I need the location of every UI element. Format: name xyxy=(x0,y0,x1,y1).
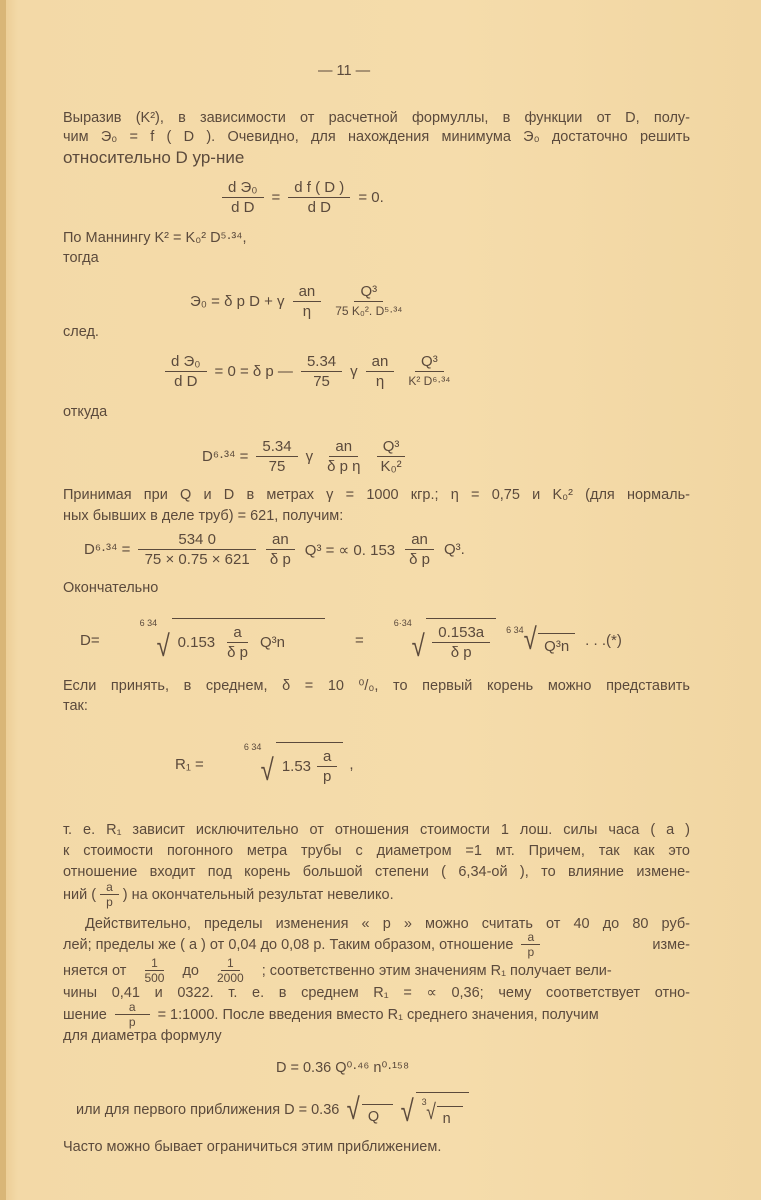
text-line: чим Э₀ = f ( D ). Очевидно, для нахождения минимума Э₀ достаточно решить xyxy=(63,129,690,145)
equation-diameter: D = 0.36 Q⁰·⁴⁶ n⁰·¹⁵⁸ xyxy=(276,1060,410,1076)
text-line: к стоимости погонного метра трубы с диаметром =1 мт. Причем, так как это xyxy=(63,843,690,859)
text-line: По Маннингу K² = K₀² D⁵·³⁴, xyxy=(63,230,247,246)
lhs: R₁ = xyxy=(175,755,204,773)
text-line: Выразив (K²), в зависимости от расчетной формуллы, в функции от D, полу- xyxy=(63,110,690,126)
numerator: d Э₀ xyxy=(165,352,207,372)
numerator: 1 xyxy=(221,956,240,971)
gamma: γ xyxy=(305,448,314,465)
numerator: 0.153a xyxy=(432,623,490,643)
lhs: D= xyxy=(80,631,100,649)
numerator: Q³ xyxy=(354,282,383,302)
denominator: d D xyxy=(231,199,255,216)
equation-energy xyxy=(190,282,408,321)
rhs: Q³. xyxy=(444,541,465,558)
denominator: η xyxy=(302,303,312,320)
text-line: след. xyxy=(63,324,99,340)
root-index: 3 xyxy=(421,1097,427,1107)
text-line: ных бывших в деле труб) = 621, получим: xyxy=(63,508,344,524)
text: изме- xyxy=(652,936,690,953)
numerator: an xyxy=(405,530,434,550)
radical-icon: √ xyxy=(346,1092,361,1126)
text-line: отношение входит под корень большой степени ( 6,34-ой ), то влияние измене- xyxy=(63,864,690,880)
radical-icon: √ xyxy=(425,1099,436,1124)
term: Q³n xyxy=(260,634,286,651)
numerator: d f ( D ) xyxy=(288,178,350,198)
text-line-with-fraction xyxy=(63,956,690,985)
denominator: p xyxy=(106,895,113,909)
text: = 1:1000. После введения вместо R₁ среднего значения, получим xyxy=(157,1006,599,1023)
numerator: 534 0 xyxy=(138,530,256,550)
denominator: p xyxy=(128,1015,136,1029)
text-line-with-fraction: ний ( $\frac{a}{p}$ ) на окончательный результат невелико. xyxy=(63,880,394,909)
comma: , xyxy=(349,755,354,773)
numerator: 5.34 xyxy=(301,352,342,372)
numerator: a xyxy=(115,1000,150,1015)
numerator: Q³ xyxy=(415,352,444,372)
numerator: an xyxy=(329,437,358,457)
numerator: 5.34 xyxy=(256,437,297,457)
lhs: Э₀ = δ p D + γ xyxy=(190,293,285,310)
root-index: 6·34 xyxy=(393,618,412,628)
denominator: K² D⁶·³⁴ xyxy=(408,374,451,388)
root xyxy=(506,625,575,655)
denominator: δ p xyxy=(269,551,291,568)
term: Q³n xyxy=(544,638,570,655)
text: на окончательный результат невелико. xyxy=(131,886,394,903)
text-line: тогда xyxy=(63,250,99,266)
lhs: D⁶·³⁴ = xyxy=(84,541,131,558)
text-line: чины 0,41 и 0322. т. е. в среднем R₁ = ∝ 0,36; чему соответствует отно- xyxy=(63,985,690,1001)
radical-icon: √ xyxy=(411,630,425,663)
text-line: Окончательно xyxy=(63,580,159,596)
equation-minimum xyxy=(165,352,456,391)
denominator: η xyxy=(375,373,385,390)
denominator: 75 xyxy=(313,373,330,390)
numerator: a xyxy=(521,930,540,945)
text-line: для диаметра формулу xyxy=(63,1028,222,1044)
text-line: Часто можно бывает ограничиться этим приближением. xyxy=(63,1139,442,1155)
denominator: d D xyxy=(307,199,331,216)
coefficient: 1.53 xyxy=(281,758,312,775)
text-line-approximation xyxy=(76,1092,469,1127)
denominator: p xyxy=(323,768,332,785)
denominator: 75 × 0.75 × 621 xyxy=(144,551,250,568)
equation-derivative xyxy=(222,178,384,217)
text: ний xyxy=(63,886,88,903)
denominator: K₀² xyxy=(380,458,402,475)
denominator: d D xyxy=(174,373,198,390)
denominator: p xyxy=(527,945,535,959)
denominator: δ p η xyxy=(327,458,361,475)
text-line-with-fraction xyxy=(63,1000,599,1029)
text: до xyxy=(182,962,199,979)
radical-icon: √ xyxy=(400,1095,414,1128)
denominator: 500 xyxy=(144,971,165,985)
equals: = xyxy=(355,631,364,649)
coefficient: 0.153 xyxy=(177,634,216,651)
equation-tag: . . .(*) xyxy=(585,631,622,649)
numerator: Q³ xyxy=(377,437,406,457)
page-edge xyxy=(0,0,6,1200)
denominator: 75 xyxy=(268,458,286,475)
text-line: Если принять, в среднем, δ = 10 ⁰/₀, то первый корень можно представить xyxy=(63,678,690,694)
root-index: 6 34 xyxy=(506,625,524,635)
numerator: an xyxy=(293,282,322,302)
denominator: 75 K₀². D⁵·³⁴ xyxy=(335,304,403,318)
numerator: a xyxy=(317,747,337,767)
text-line: так: xyxy=(63,698,88,714)
numerator: an xyxy=(266,530,295,550)
text: лей; пределы же ( a ) от 0,04 до 0,08 р. Таким образом, отношение xyxy=(63,936,514,953)
denominator: δ p xyxy=(227,644,248,661)
radical-icon: √ xyxy=(523,623,537,656)
term: Q xyxy=(367,1108,380,1125)
middle: = 0 = δ p — xyxy=(214,363,293,380)
term: n xyxy=(442,1111,451,1127)
root-index: 6 34 xyxy=(139,618,158,628)
denominator: 2000 xyxy=(217,971,244,985)
equation-numeric xyxy=(84,530,465,569)
root xyxy=(422,1097,463,1127)
numerator: 1 xyxy=(145,956,164,971)
gamma: γ xyxy=(350,363,358,380)
equation-final-root xyxy=(80,618,622,662)
root xyxy=(394,618,496,662)
equation-r1 xyxy=(175,742,354,786)
denominator: δ p xyxy=(409,551,430,568)
text-line-with-fraction xyxy=(63,930,690,959)
lhs: D⁶·³⁴ = xyxy=(202,448,249,465)
text-line: откуда xyxy=(63,404,108,420)
root xyxy=(244,742,344,786)
page-number: — 11 — xyxy=(318,63,371,79)
text-line: т. е. R₁ зависит исключительно от отношения стоимости 1 лош. силы часа ( a ) xyxy=(63,822,690,838)
rhs: = 0. xyxy=(358,189,384,206)
denominator: δ p xyxy=(450,644,472,661)
equation-d634 xyxy=(202,437,408,476)
radical-icon: √ xyxy=(156,630,170,663)
equals: = xyxy=(271,189,281,206)
root xyxy=(399,1092,469,1127)
text-line: относительно D ур-ние xyxy=(63,148,245,167)
numerator: d Э₀ xyxy=(222,178,264,198)
root xyxy=(345,1092,393,1126)
text: ; соответственно этим значениям R₁ получает вели- xyxy=(261,962,612,979)
radical-icon: √ xyxy=(261,754,275,787)
text: или для первого приближения D = 0.36 xyxy=(76,1101,340,1118)
numerator: a xyxy=(100,880,119,895)
text: няется от xyxy=(63,962,127,979)
root xyxy=(140,618,325,662)
numerator: a xyxy=(227,623,247,643)
text: шение xyxy=(63,1006,107,1023)
root-index: 6 34 xyxy=(243,742,262,752)
middle: Q³ = ∝ 0. 153 xyxy=(304,541,396,559)
text-line: Действительно, пределы изменения « p » можно считать от 40 до 80 руб- xyxy=(85,916,690,932)
numerator: an xyxy=(366,352,395,372)
text-line: Принимая при Q и D в метрах γ = 1000 кгр.; η = 0,75 и K₀² (для нормаль- xyxy=(63,487,690,503)
